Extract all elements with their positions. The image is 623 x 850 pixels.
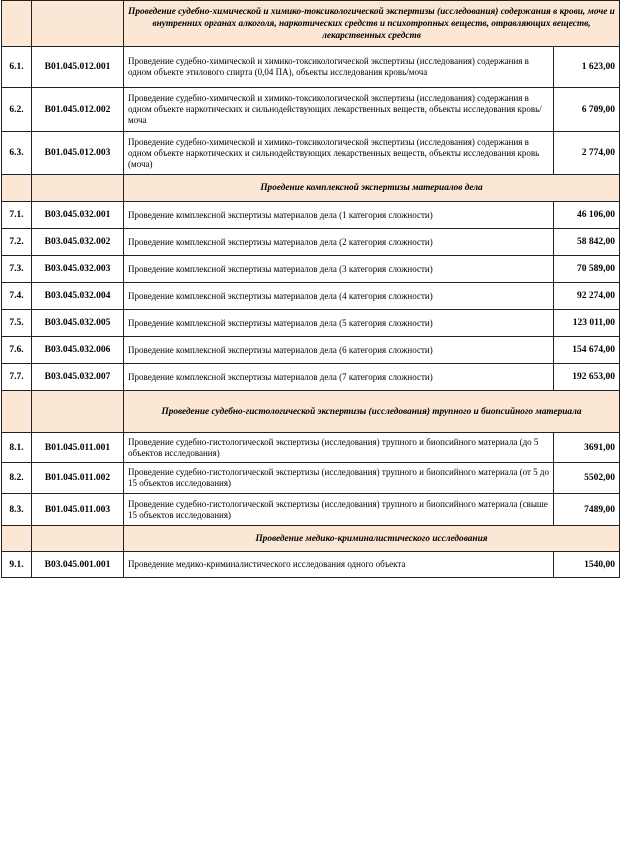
service-description: Проведение комплексной экспертизы материалов дела (3 категория сложности): [124, 256, 554, 283]
service-description: Проведение комплексной экспертизы материалов дела (7 категория сложности): [124, 364, 554, 391]
service-price: 58 842,00: [554, 229, 620, 256]
section-header-row: [2, 391, 620, 433]
section-title: Проедение комплексной экспертизы материалов дела: [124, 175, 620, 202]
row-number: 8.2.: [2, 463, 32, 494]
service-description: Проведение комплексной экспертизы материалов дела (5 категория сложности): [124, 310, 554, 337]
table-row: [2, 433, 620, 463]
section-title: Проведение медико-криминалистического исследования: [124, 526, 620, 552]
row-number: 6.3.: [2, 132, 32, 175]
row-number: 7.6.: [2, 337, 32, 364]
service-code: B03.045.032.003: [32, 256, 124, 283]
table-row: [2, 552, 620, 578]
service-description: Проведение комплексной экспертизы материалов дела (6 категория сложности): [124, 337, 554, 364]
section-num-cell: [2, 175, 32, 202]
row-number: 7.3.: [2, 256, 32, 283]
service-price: 6 709,00: [554, 88, 620, 132]
service-code: B01.045.011.003: [32, 494, 124, 526]
section-num-cell: [2, 526, 32, 552]
section-code-cell: [32, 526, 124, 552]
service-code: B01.045.012.002: [32, 88, 124, 132]
service-price: 2 774,00: [554, 132, 620, 175]
section-header-row: [2, 175, 620, 202]
service-description: Проведение судебно-химической и химико-токсикологической экспертизы (исследования) содержания в одном объекте наркотических и сильнодействующих лекарственных веществ, объекты исследования кровь (моча): [124, 132, 554, 175]
section-title: Проведение судебно-химической и химико-токсикологической экспертизы (исследования) содержания в крови, моче и внутренних органах алкоголя, наркотических средств и психотропных веществ, отравляющих веществ, лекарственных средств: [124, 1, 620, 47]
row-number: 6.1.: [2, 47, 32, 88]
service-code: B03.045.032.001: [32, 202, 124, 229]
service-code: B01.045.011.001: [32, 433, 124, 463]
service-code: B01.045.012.003: [32, 132, 124, 175]
service-description: Проведение судебно-химической и химико-токсикологической экспертизы (исследования) содержания в одном объекте этилового спирта (0,04 ПА), объекты исследования кровь/моча: [124, 47, 554, 88]
service-price: 123 011,00: [554, 310, 620, 337]
service-code: B03.045.001.001: [32, 552, 124, 578]
row-number: 9.1.: [2, 552, 32, 578]
section-num-cell: [2, 391, 32, 433]
service-code: B01.045.012.001: [32, 47, 124, 88]
service-price: 92 274,00: [554, 283, 620, 310]
service-description: Проведение судебно-химической и химико-токсикологической экспертизы (исследования) содержания в одном объекте наркотических и сильнодействующих лекарственных веществ, объекты исследования кровь/моча: [124, 88, 554, 132]
table-row: [2, 132, 620, 175]
price-table: [1, 0, 620, 578]
section-num-cell: [2, 1, 32, 47]
service-description: Проведение комплексной экспертизы материалов дела (2 категория сложности): [124, 229, 554, 256]
section-code-cell: [32, 175, 124, 202]
table-row: [2, 256, 620, 283]
service-price: 192 653,00: [554, 364, 620, 391]
service-price: 70 589,00: [554, 256, 620, 283]
service-code: B03.045.032.006: [32, 337, 124, 364]
section-title: Проведение судебно-гистологической экспертизы (исследования) трупного и биопсийного материала: [124, 391, 620, 433]
service-price: 5502,00: [554, 463, 620, 494]
service-description: Проведение судебно-гистологической экспертизы (исследования) трупного и биопсийного материала (до 5 объектов исследования): [124, 433, 554, 463]
table-row: [2, 202, 620, 229]
service-price: 154 674,00: [554, 337, 620, 364]
table-row: [2, 463, 620, 494]
service-description: Проведение комплексной экспертизы материалов дела (1 категория сложности): [124, 202, 554, 229]
row-number: 8.3.: [2, 494, 32, 526]
service-price: 7489,00: [554, 494, 620, 526]
table-row: [2, 494, 620, 526]
table-row: [2, 364, 620, 391]
service-code: B03.045.032.004: [32, 283, 124, 310]
table-row: [2, 310, 620, 337]
service-description: Проведение медико-криминалистического исследования одного объекта: [124, 552, 554, 578]
row-number: 7.1.: [2, 202, 32, 229]
row-number: 7.4.: [2, 283, 32, 310]
row-number: 6.2.: [2, 88, 32, 132]
section-header-row: [2, 1, 620, 47]
row-number: 7.2.: [2, 229, 32, 256]
service-code: B03.045.032.007: [32, 364, 124, 391]
service-price: 1540,00: [554, 552, 620, 578]
service-price: 1 623,00: [554, 47, 620, 88]
table-row: [2, 88, 620, 132]
service-code: B01.045.011.002: [32, 463, 124, 494]
table-row: [2, 337, 620, 364]
service-price: 46 106,00: [554, 202, 620, 229]
row-number: 7.5.: [2, 310, 32, 337]
row-number: 8.1.: [2, 433, 32, 463]
service-price: 3691,00: [554, 433, 620, 463]
table-row: [2, 229, 620, 256]
section-code-cell: [32, 391, 124, 433]
table-row: [2, 283, 620, 310]
section-code-cell: [32, 1, 124, 47]
service-description: Проведение судебно-гистологической экспертизы (исследования) трупного и биопсийного материала (от 5 до 15 объектов исследования): [124, 463, 554, 494]
table-row: [2, 47, 620, 88]
row-number: 7.7.: [2, 364, 32, 391]
service-description: Проведение судебно-гистологической экспертизы (исследования) трупного и биопсийного материала (свыше 15 объектов исследования): [124, 494, 554, 526]
service-code: B03.045.032.005: [32, 310, 124, 337]
section-header-row: [2, 526, 620, 552]
service-code: B03.045.032.002: [32, 229, 124, 256]
service-description: Проведение комплексной экспертизы материалов дела (4 категория сложности): [124, 283, 554, 310]
